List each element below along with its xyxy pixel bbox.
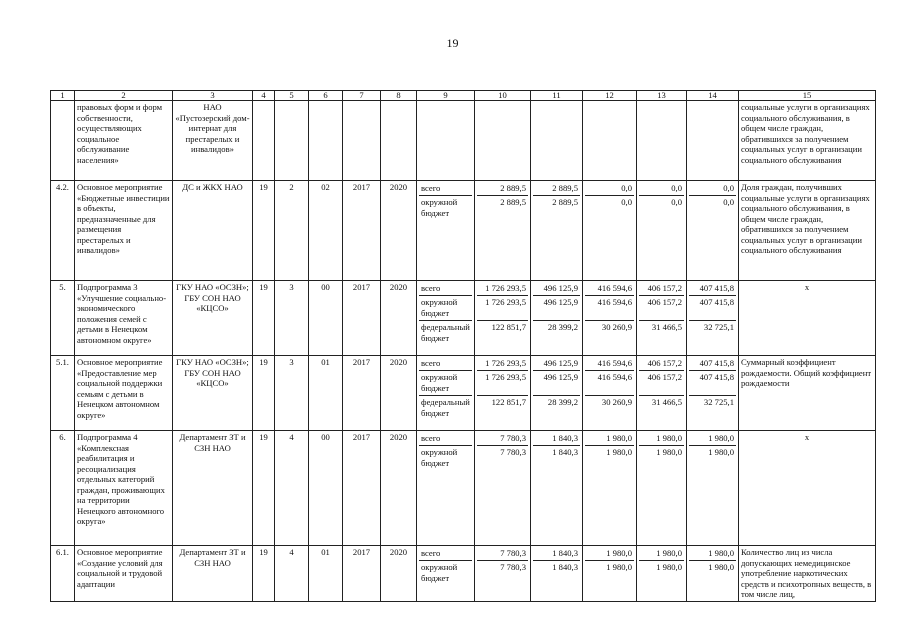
funding-value: 122 851,7 xyxy=(477,395,528,420)
code-gp: 19 xyxy=(253,356,275,431)
header-cell: 3 xyxy=(173,91,253,101)
funding-value: 1 980,0 xyxy=(689,445,736,470)
funding-value: 1 840,3 xyxy=(552,548,578,558)
executor: ГКУ НАО «ОСЗН»; ГБУ СОН НАО «КЦСО» xyxy=(173,281,253,356)
source-label: всего xyxy=(421,358,441,368)
source-label: окружной бюджет xyxy=(419,370,472,395)
funding-sources xyxy=(417,546,475,602)
funding-v11 xyxy=(531,181,583,281)
funding-value: 416 594,6 xyxy=(597,358,632,368)
funding-value: 1 726 293,5 xyxy=(485,358,526,368)
expected-result: x xyxy=(739,281,876,356)
expected-result: x xyxy=(739,431,876,546)
source-label: всего xyxy=(421,433,441,443)
row-number xyxy=(51,101,75,181)
funding-v12 xyxy=(583,281,637,356)
header-cell: 12 xyxy=(583,91,637,101)
funding-value: 1 726 293,5 xyxy=(485,283,526,293)
funding-value: 0,0 xyxy=(671,183,682,193)
table-row xyxy=(51,546,876,602)
funding-v14 xyxy=(687,281,739,356)
table-row xyxy=(51,101,876,181)
funding-v13 xyxy=(637,431,687,546)
funding-v13 xyxy=(637,281,687,356)
code-gp: 19 xyxy=(253,281,275,356)
funding-v14 xyxy=(687,431,739,546)
source-label: федеральный бюджет xyxy=(419,320,472,345)
funding-value: 7 780,3 xyxy=(500,548,526,558)
funding-v12 xyxy=(583,546,637,602)
funding-value: 1 980,0 xyxy=(585,560,634,585)
funding-value: 1 840,3 xyxy=(533,560,580,585)
table-row xyxy=(51,356,876,431)
funding-v11 xyxy=(531,546,583,602)
funding-value: 7 780,3 xyxy=(477,560,528,585)
funding-v13 xyxy=(637,546,687,602)
measure-name: Основное мероприятие «Создание условий для социальной и трудовой адаптации xyxy=(75,546,173,602)
code-subprogram: 3 xyxy=(275,356,309,431)
start-year: 2017 xyxy=(343,181,381,281)
header-cell: 10 xyxy=(475,91,531,101)
funding-value: 1 980,0 xyxy=(639,445,684,470)
code-measure: 00 xyxy=(309,431,343,546)
expected-result: Количество лиц из числа допускающих немедицинское употребление наркотических средств и психотропных веществ, в том числе лиц, xyxy=(739,546,876,602)
funding-v12 xyxy=(583,181,637,281)
table-row xyxy=(51,431,876,546)
header-cell: 15 xyxy=(739,91,876,101)
code-measure: 02 xyxy=(309,181,343,281)
start-year: 2017 xyxy=(343,356,381,431)
header-cell: 7 xyxy=(343,91,381,101)
header-cell: 14 xyxy=(687,91,739,101)
funding-v14 xyxy=(687,356,739,431)
funding-sources xyxy=(417,356,475,431)
funding-value: 32 725,1 xyxy=(689,395,736,420)
funding-v10 xyxy=(475,281,531,356)
expected-result: Доля граждан, получивших социальные услуги в организациях социального обслуживания, в общем числе граждан, обратившихся за получением социальных услуг в организации социального обслуживания xyxy=(739,181,876,281)
header-cell: 13 xyxy=(637,91,687,101)
funding-value: 1 980,0 xyxy=(585,445,634,470)
funding-value: 28 399,2 xyxy=(533,395,580,420)
funding-value: 2 889,5 xyxy=(552,183,578,193)
header-cell: 8 xyxy=(381,91,417,101)
code-measure: 01 xyxy=(309,546,343,602)
end-year xyxy=(381,101,417,181)
header-cell: 11 xyxy=(531,91,583,101)
code-gp: 19 xyxy=(253,431,275,546)
end-year: 2020 xyxy=(381,181,417,281)
funding-v11 xyxy=(531,431,583,546)
header-cell: 5 xyxy=(275,91,309,101)
start-year: 2017 xyxy=(343,431,381,546)
funding-value: 496 125,9 xyxy=(543,358,578,368)
funding-value: 0,0 xyxy=(639,195,684,220)
header-cell: 1 xyxy=(51,91,75,101)
funding-value: 406 157,2 xyxy=(639,370,684,395)
funding-value: 1 980,0 xyxy=(656,433,682,443)
executor: ГКУ НАО «ОСЗН»; ГБУ СОН НАО «КЦСО» xyxy=(173,356,253,431)
funding-value: 496 125,9 xyxy=(543,283,578,293)
funding-value: 0,0 xyxy=(621,183,632,193)
code-subprogram: 2 xyxy=(275,181,309,281)
source-label: всего xyxy=(421,548,441,558)
funding-v14 xyxy=(687,546,739,602)
funding-value: 2 889,5 xyxy=(477,195,528,220)
funding-value: 2 889,5 xyxy=(533,195,580,220)
row-number: 6. xyxy=(51,431,75,546)
funding-v13 xyxy=(637,101,687,181)
funding-value: 0,0 xyxy=(723,183,734,193)
funding-value: 407 415,8 xyxy=(699,358,734,368)
end-year: 2020 xyxy=(381,356,417,431)
header-row xyxy=(51,91,876,101)
funding-value: 1 726 293,5 xyxy=(477,370,528,395)
funding-v12 xyxy=(583,431,637,546)
executor: Департамент ЗТ и СЗН НАО xyxy=(173,546,253,602)
table-row xyxy=(51,181,876,281)
funding-v14 xyxy=(687,181,739,281)
funding-value: 28 399,2 xyxy=(533,320,580,345)
funding-value: 31 466,5 xyxy=(639,320,684,345)
header-cell: 6 xyxy=(309,91,343,101)
funding-value: 496 125,9 xyxy=(533,295,580,320)
funding-value: 2 889,5 xyxy=(500,183,526,193)
source-label: окружной бюджет xyxy=(419,560,472,585)
funding-value: 30 260,9 xyxy=(585,395,634,420)
code-measure: 01 xyxy=(309,356,343,431)
funding-value: 31 466,5 xyxy=(639,395,684,420)
funding-value: 416 594,6 xyxy=(585,295,634,320)
funding-value: 407 415,8 xyxy=(699,283,734,293)
expected-result: Суммарный коэффициент рождаемости. Общий коэффициент рождаемости xyxy=(739,356,876,431)
end-year: 2020 xyxy=(381,431,417,546)
code-subprogram: 4 xyxy=(275,546,309,602)
measure-name: правовых форм и форм собственности, осуществляющих социальное обслуживание населения» xyxy=(75,101,173,181)
header-cell: 9 xyxy=(417,91,475,101)
end-year: 2020 xyxy=(381,546,417,602)
program-table xyxy=(50,90,876,602)
funding-value: 1 980,0 xyxy=(708,433,734,443)
source-label: окружной бюджет xyxy=(419,295,472,320)
code-subprogram xyxy=(275,101,309,181)
funding-value: 416 594,6 xyxy=(597,283,632,293)
funding-value: 1 980,0 xyxy=(606,433,632,443)
funding-v13 xyxy=(637,356,687,431)
start-year xyxy=(343,101,381,181)
funding-value: 0,0 xyxy=(585,195,634,220)
funding-v11 xyxy=(531,281,583,356)
funding-value: 1 726 293,5 xyxy=(477,295,528,320)
measure-name: Подпрограмма 3 «Улучшение социально-экономического положения семей с детьми в Ненецком автономном округе» xyxy=(75,281,173,356)
header-cell: 4 xyxy=(253,91,275,101)
code-gp: 19 xyxy=(253,181,275,281)
row-number: 4.2. xyxy=(51,181,75,281)
funding-v14 xyxy=(687,101,739,181)
funding-v10 xyxy=(475,101,531,181)
code-measure xyxy=(309,101,343,181)
funding-sources xyxy=(417,101,475,181)
start-year: 2017 xyxy=(343,281,381,356)
funding-value: 1 980,0 xyxy=(689,560,736,585)
funding-value: 406 157,2 xyxy=(647,283,682,293)
funding-sources xyxy=(417,281,475,356)
header-cell: 2 xyxy=(75,91,173,101)
funding-v10 xyxy=(475,546,531,602)
code-measure: 00 xyxy=(309,281,343,356)
row-number: 5. xyxy=(51,281,75,356)
source-label: всего xyxy=(421,183,441,193)
measure-name: Основное мероприятие «Предоставление мер социальной поддержки семьям с детьми в Ненецком автономном округе» xyxy=(75,356,173,431)
source-label: окружной бюджет xyxy=(419,445,472,470)
code-gp xyxy=(253,101,275,181)
funding-value: 407 415,8 xyxy=(689,295,736,320)
row-number: 6.1. xyxy=(51,546,75,602)
code-subprogram: 4 xyxy=(275,431,309,546)
funding-v10 xyxy=(475,181,531,281)
executor: ДС и ЖКХ НАО xyxy=(173,181,253,281)
funding-value: 1 980,0 xyxy=(708,548,734,558)
measure-name: Основное мероприятие «Бюджетные инвестиции в объекты, предназначенные для размещения престарелых и инвалидов» xyxy=(75,181,173,281)
funding-value: 1 840,3 xyxy=(533,445,580,470)
measure-name: Подпрограмма 4 «Комплексная реабилитация и ресоциализация отдельных категорий граждан, проживающих на территории Ненецкого автономного округа» xyxy=(75,431,173,546)
funding-value: 32 725,1 xyxy=(689,320,736,345)
funding-value: 406 157,2 xyxy=(647,358,682,368)
funding-v10 xyxy=(475,431,531,546)
source-label: окружной бюджет xyxy=(419,195,472,220)
expected-result: социальные услуги в организациях социального обслуживания, в общем числе граждан, обратившихся за получением социальных услуг в организации социального обслуживания xyxy=(739,101,876,181)
funding-v10 xyxy=(475,356,531,431)
table-row xyxy=(51,281,876,356)
funding-v12 xyxy=(583,101,637,181)
end-year: 2020 xyxy=(381,281,417,356)
executor: НАО «Пустозерский дом-интернат для престарелых и инвалидов» xyxy=(173,101,253,181)
funding-sources xyxy=(417,181,475,281)
source-label: всего xyxy=(421,283,441,293)
funding-value: 407 415,8 xyxy=(689,370,736,395)
funding-v13 xyxy=(637,181,687,281)
row-number: 5.1. xyxy=(51,356,75,431)
funding-value: 1 980,0 xyxy=(639,560,684,585)
executor: Департамент ЗТ и СЗН НАО xyxy=(173,431,253,546)
funding-value: 1 840,3 xyxy=(552,433,578,443)
funding-v12 xyxy=(583,356,637,431)
funding-value: 0,0 xyxy=(689,195,736,220)
funding-value: 406 157,2 xyxy=(639,295,684,320)
funding-value: 7 780,3 xyxy=(477,445,528,470)
funding-sources xyxy=(417,431,475,546)
page-number: 19 xyxy=(446,36,459,50)
funding-value: 122 851,7 xyxy=(477,320,528,345)
funding-value: 1 980,0 xyxy=(606,548,632,558)
source-label: федеральный бюджет xyxy=(419,395,472,420)
start-year: 2017 xyxy=(343,546,381,602)
code-gp: 19 xyxy=(253,546,275,602)
funding-value: 30 260,9 xyxy=(585,320,634,345)
funding-value: 416 594,6 xyxy=(585,370,634,395)
code-subprogram: 3 xyxy=(275,281,309,356)
funding-value: 496 125,9 xyxy=(533,370,580,395)
funding-value: 7 780,3 xyxy=(500,433,526,443)
funding-v11 xyxy=(531,101,583,181)
funding-v11 xyxy=(531,356,583,431)
funding-value: 1 980,0 xyxy=(656,548,682,558)
